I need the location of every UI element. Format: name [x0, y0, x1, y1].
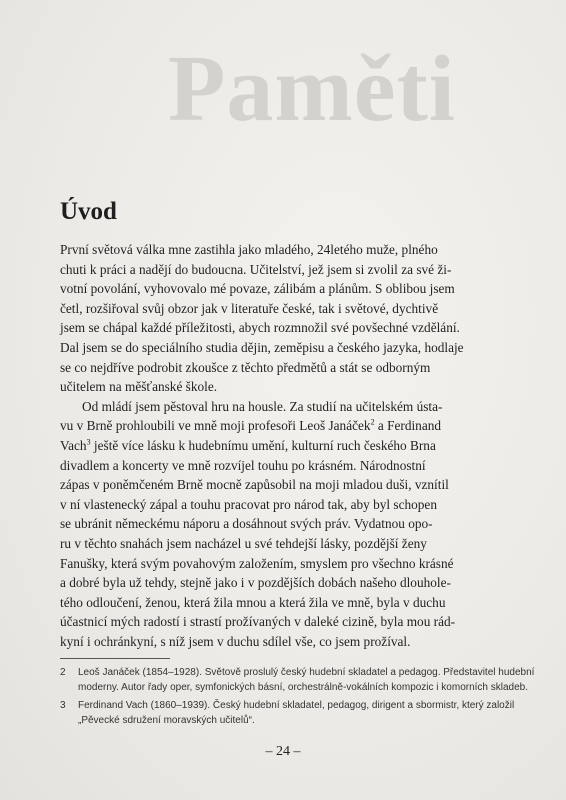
text-segment: vu v Brně prohloubili ve mně moji profesoři Leoš Janáček — [60, 418, 371, 434]
paragraph-1 — [60, 240, 508, 397]
text-line-with-footnote-3 — [60, 436, 508, 456]
footnote-ref-2[interactable]: 2 — [370, 417, 375, 427]
footnote-line: moderny. Autor řady oper, symfonických básní, orchestrálně-vokálních kompozic i komorních skladeb. — [78, 681, 529, 693]
text-line: Fanušky, která svým povahovým založením, smyslem pro všechno krásné — [60, 555, 454, 571]
footnote-2 — [60, 666, 535, 695]
text-line: a dobré byla už tehdy, stejně jako i v pozdějších dobách našeho dlouhole- — [60, 575, 451, 591]
text-line: divadlem a koncerty ve mně rozvíjel touhu po krásném. Národnostní — [60, 457, 426, 473]
footnote-line: Ferdinand Vach (1860–1939). Český hudební skladatel, pedagog, dirigent a sbormistr, který založil — [78, 700, 515, 711]
text-line: tého odloučení, ženou, která žila mnou a která žila ve mně, byla v duchu — [60, 594, 446, 610]
text-segment: ještě více lásku k hudebnímu umění, kulturní ruch českého Brna — [90, 437, 436, 453]
footnote-line: „Pěvecké sdružení moravských učitelů“. — [78, 714, 255, 726]
text-line: se ubránit německému náporu a dosáhnout svých práv. Vydatnou opo- — [60, 516, 433, 532]
footnote-number: 2 — [60, 667, 66, 678]
text-line-with-footnote-2 — [60, 416, 508, 436]
footnote-ref-3[interactable]: 3 — [86, 437, 91, 447]
text-line: První světová válka mne zastihla jako mladého, 24letého muže, plného — [60, 242, 438, 257]
text-line: jsem se chápal každé příležitosti, abych rozmnožil své povšechné vzdělání. — [60, 320, 460, 336]
footnote-number: 3 — [60, 700, 66, 711]
footnotes — [60, 666, 535, 732]
footnote-divider — [60, 658, 170, 659]
text-line: kyní i ochránkyní, s níž jsem v duchu sdílel vše, co jsem prožíval. — [60, 633, 411, 649]
page-number: – 24 – — [265, 744, 301, 759]
footnote-text — [78, 699, 514, 728]
text-line: ru v těchto snahách jsem nacházel u své tehdejší lásky, pozdější ženy — [60, 535, 427, 551]
book-title-watermark: Paměti — [168, 37, 456, 141]
text-segment: a Ferdinand — [374, 418, 442, 434]
footnote-text — [78, 666, 534, 695]
chapter-title: Úvod — [60, 198, 117, 225]
text-segment: Vach — [60, 437, 87, 453]
text-line: Dal jsem se do speciálního studia dějin, zeměpisu a českého jazyka, hodlaje — [60, 339, 464, 355]
paragraph-2 — [60, 397, 508, 652]
body-text — [60, 240, 508, 651]
text-line: chuti k práci a nadějí do budoucna. Učitelství, jež jsem si zvolil za své ži- — [60, 261, 452, 277]
text-line: četl, rozšiřoval svůj obzor jak v literatuře české, tak i světové, dychtivě — [60, 300, 439, 316]
text-line: v ní vlastenecký zápal a touhu pracovat pro národ tak, aby byl schopen — [60, 496, 437, 512]
text-line: účastnicí mých radostí i strastí prožívaných v daleké cizině, byla mou rád- — [60, 614, 456, 630]
text-line: se co nejdříve podrobit zkoušce z těchto předmětů a stát se odborným — [60, 359, 431, 375]
text-line: votní povolání, vyhovovalo mé povaze, zálibám a plánům. S oblibou jsem — [60, 281, 455, 297]
text-line: učitelem na měšťanské škole. — [60, 379, 218, 395]
footnote-line: Leoš Janáček (1854–1928). Světově proslulý český hudební skladatel a pedagog. Představitel hudební — [78, 667, 535, 678]
text-line: Od mládí jsem pěstoval hru na housle. Za studií na učitelském ústa- — [82, 398, 443, 414]
text-line: zápas v poněmčeném Brně mocně zapůsobil na moji mladou duši, vznítil — [60, 477, 449, 493]
footnote-3 — [60, 699, 515, 728]
